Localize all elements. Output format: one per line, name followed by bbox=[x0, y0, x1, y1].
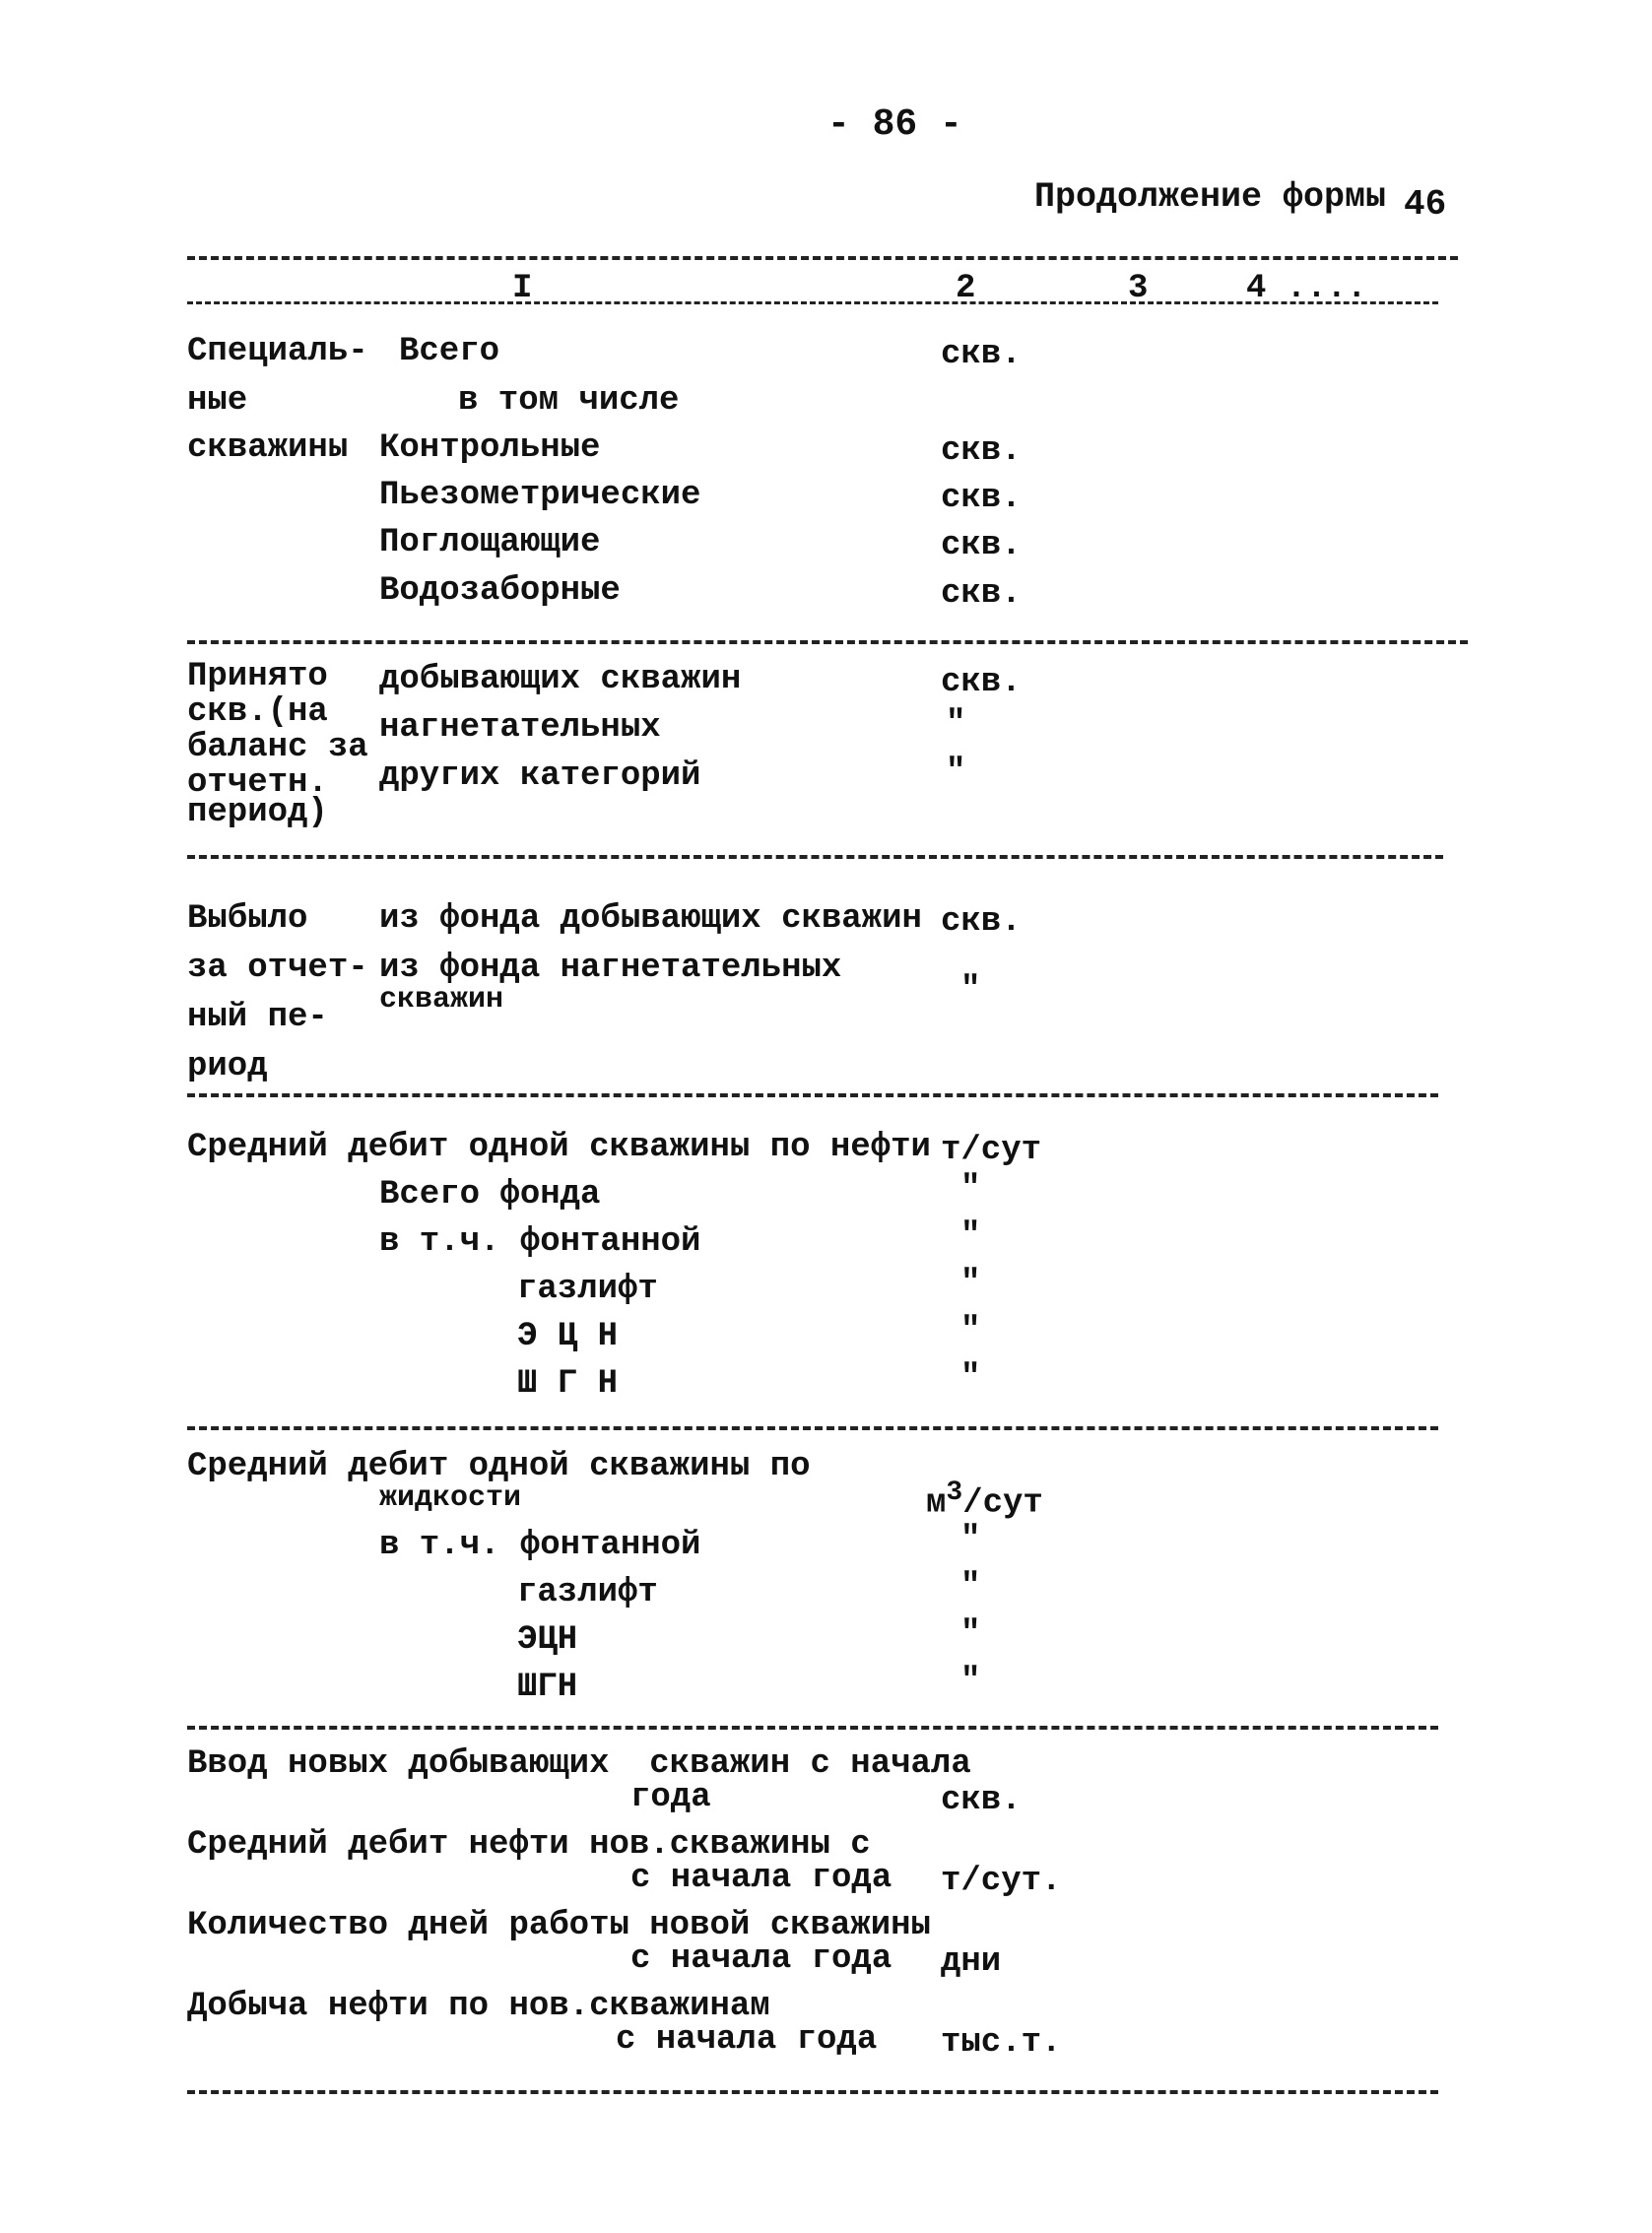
row-label: в т.ч. фонтанной bbox=[379, 1223, 701, 1261]
row-label: ЭЦН bbox=[517, 1621, 578, 1659]
section-title: Средний дебит одной скважины по bbox=[187, 1448, 811, 1485]
row-label: Всего bbox=[399, 333, 500, 370]
section-label-line: отчетн. bbox=[187, 764, 328, 802]
row-label-cont: с начала года bbox=[630, 1860, 892, 1897]
row-label: Ввод новых добывающих скважин с начала bbox=[187, 1745, 971, 1783]
section-title-cont: жидкости bbox=[379, 1481, 522, 1515]
section-label-line: ные bbox=[187, 382, 248, 420]
section-label-line: Выбыло bbox=[187, 900, 308, 938]
unit-cell: скв. bbox=[941, 1782, 1022, 1819]
row-label: Ш Г Н bbox=[517, 1365, 619, 1403]
ditto-mark: " bbox=[960, 1312, 981, 1349]
unit-cell: скв. bbox=[941, 664, 1022, 701]
ditto-mark: " bbox=[960, 1663, 981, 1700]
row-label: Э Ц Н bbox=[517, 1318, 619, 1355]
unit-cell: скв. bbox=[941, 575, 1022, 613]
ditto-mark: " bbox=[946, 754, 966, 791]
row-label: Пьезометрические bbox=[379, 477, 701, 514]
section-label-line: за отчет- bbox=[187, 950, 368, 987]
unit-cell: скв. bbox=[941, 432, 1022, 470]
ditto-mark: " bbox=[960, 1521, 981, 1558]
row-label: нагнетательных bbox=[379, 709, 661, 747]
section-label-line: скважины bbox=[187, 429, 349, 467]
ditto-mark: " bbox=[960, 1217, 981, 1255]
ditto-mark: " bbox=[960, 1359, 981, 1397]
row-label-cont: с начала года bbox=[630, 1940, 892, 1978]
row-label: в т.ч. фонтанной bbox=[379, 1527, 701, 1564]
row-label-cont: с начала года bbox=[616, 2021, 878, 2059]
row-label: Средний дебит нефти нов.скважины с bbox=[187, 1826, 871, 1864]
column-header-4: 4 .... bbox=[1246, 270, 1367, 307]
section-label-line: баланс за bbox=[187, 729, 368, 766]
section-label-line: период) bbox=[187, 794, 328, 831]
divider bbox=[187, 1426, 1438, 1430]
ditto-mark: " bbox=[960, 1568, 981, 1606]
unit-cell: дни bbox=[941, 1943, 1002, 1981]
section-label-line: ный пе- bbox=[187, 999, 328, 1036]
divider bbox=[187, 2090, 1438, 2094]
unit-cell: т/сут bbox=[941, 1132, 1042, 1169]
row-label: других категорий bbox=[379, 757, 701, 795]
ditto-mark: " bbox=[960, 1265, 981, 1302]
row-label: добывающих скважин bbox=[379, 661, 742, 698]
unit-cell: скв. bbox=[941, 903, 1022, 941]
form-number: 46 bbox=[1404, 184, 1447, 225]
row-label: Контрольные bbox=[379, 429, 601, 467]
column-header-1: I bbox=[512, 270, 533, 307]
row-label: из фонда нагнетательных bbox=[379, 950, 842, 987]
column-header-3: 3 bbox=[1128, 270, 1149, 307]
divider bbox=[187, 1726, 1438, 1730]
unit-cell: т/сут. bbox=[941, 1863, 1062, 1900]
section-title: Средний дебит одной скважины по нефти bbox=[187, 1129, 931, 1166]
divider bbox=[187, 855, 1443, 859]
column-header-2: 2 bbox=[956, 270, 976, 307]
unit-cell: скв. bbox=[941, 480, 1022, 517]
row-label: Всего фонда bbox=[379, 1176, 601, 1214]
row-label: из фонда добывающих скважин bbox=[379, 900, 922, 938]
section-label-line: Принято bbox=[187, 658, 328, 695]
divider bbox=[187, 256, 1458, 260]
row-label: ШГН bbox=[517, 1669, 578, 1706]
row-label: в том числе bbox=[458, 382, 680, 420]
ditto-mark: " bbox=[960, 971, 981, 1009]
ditto-mark: " bbox=[960, 1615, 981, 1653]
divider bbox=[187, 1093, 1438, 1097]
row-label: Водозаборные bbox=[379, 572, 621, 610]
row-label: скважин bbox=[379, 983, 504, 1017]
unit-cell: скв. bbox=[941, 336, 1022, 373]
ditto-mark: " bbox=[960, 1170, 981, 1208]
unit-cell: тыс.т. bbox=[941, 2024, 1062, 2062]
unit-cell: скв. bbox=[941, 527, 1022, 564]
row-label-cont: года bbox=[630, 1779, 711, 1816]
section-label-line: скв.(на bbox=[187, 693, 328, 731]
section-label-line: Специаль- bbox=[187, 333, 368, 370]
divider bbox=[187, 640, 1468, 644]
section-label-line: риод bbox=[187, 1048, 268, 1085]
row-label: Количество дней работы новой скважины bbox=[187, 1907, 931, 1944]
ditto-mark: " bbox=[946, 705, 966, 743]
form-continuation-label: Продолжение формы bbox=[1034, 177, 1387, 217]
row-label: Добыча нефти по нов.скважинам bbox=[187, 1988, 770, 2025]
row-label: газлифт bbox=[517, 1271, 658, 1308]
row-label: газлифт bbox=[517, 1574, 658, 1611]
row-label: Поглощающие bbox=[379, 524, 601, 561]
unit-cell: $м^3$/сут bbox=[926, 1478, 1043, 1523]
page-number: - 86 - bbox=[827, 103, 962, 146]
